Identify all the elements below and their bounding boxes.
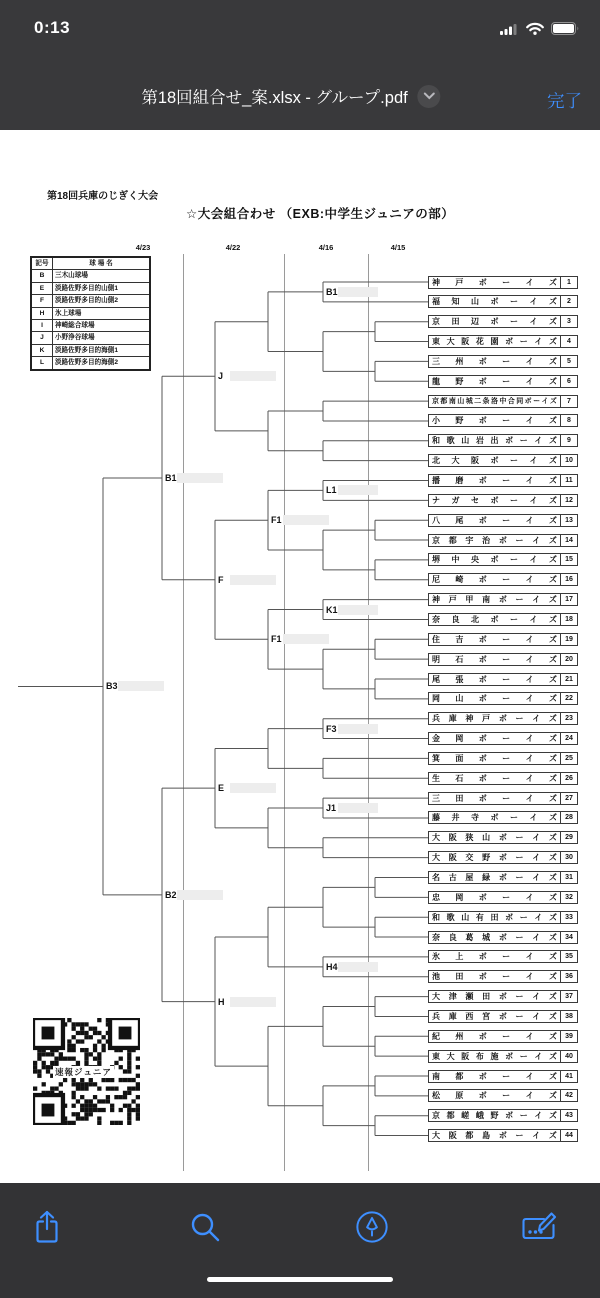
qr-code	[33, 1018, 140, 1125]
file-options-button[interactable]	[418, 85, 441, 108]
team-number: 16	[560, 574, 577, 585]
team-row	[428, 831, 578, 844]
game-label: B2	[165, 889, 177, 900]
date-label: 4/15	[390, 243, 406, 252]
team-number: 25	[560, 753, 577, 764]
team-number: 11	[560, 475, 577, 486]
search-button[interactable]	[183, 1205, 227, 1249]
done-button[interactable]: 完了	[547, 91, 582, 111]
team-row	[428, 573, 578, 586]
team-number: 33	[560, 912, 577, 923]
filename-title: 第18回組合せ_案.xlsx - グループ.pdf	[141, 84, 440, 108]
team-row	[428, 613, 578, 626]
team-row	[428, 871, 578, 884]
team-row	[428, 355, 578, 368]
status-bar	[0, 0, 600, 64]
venue-header: 記号	[31, 257, 53, 270]
team-row	[428, 1089, 578, 1102]
team-row	[428, 1109, 578, 1122]
score-placeholder	[338, 724, 378, 734]
team-number: 17	[560, 594, 577, 605]
venue-row: J 小野浄谷球場	[31, 332, 150, 344]
team-row	[428, 931, 578, 944]
team-number: 32	[560, 892, 577, 903]
team-name: 大 阪 狭 山 ボ ー イ ズ	[432, 833, 557, 843]
home-indicator[interactable]	[207, 1277, 393, 1282]
score-placeholder	[338, 485, 378, 495]
team-row	[428, 295, 578, 308]
team-row	[428, 335, 578, 348]
team-row	[428, 692, 578, 705]
game-label: B1	[326, 286, 338, 297]
signature-button[interactable]	[518, 1205, 562, 1249]
share-button[interactable]	[25, 1205, 69, 1249]
column-divider	[368, 254, 369, 1171]
team-name: 京 都 南 山 城 二 条 洛 中 合 同 ボ ー イ ズ	[432, 398, 557, 406]
venue-row: I 神崎総合球場	[31, 320, 150, 332]
team-number: 14	[560, 535, 577, 546]
team-number: 21	[560, 674, 577, 685]
team-number: 40	[560, 1051, 577, 1062]
team-number: 12	[560, 495, 577, 506]
game-label: H4	[326, 961, 338, 972]
cellular-signal-icon	[500, 23, 519, 35]
team-name: 南 都 ボ ー イ ズ	[432, 1071, 557, 1081]
team-number: 36	[560, 971, 577, 982]
venue-row: H 氷上球場	[31, 307, 150, 319]
team-row	[428, 891, 578, 904]
team-name: 金 岡 ボ ー イ ズ	[432, 734, 557, 744]
score-placeholder	[230, 783, 276, 793]
team-row	[428, 375, 578, 388]
game-label: L1	[326, 485, 337, 496]
team-name: 岡 山 ボ ー イ ズ	[432, 694, 557, 704]
team-number: 41	[560, 1071, 577, 1082]
team-number: 43	[560, 1110, 577, 1121]
team-number: 3	[560, 316, 577, 327]
game-label: H	[218, 996, 225, 1007]
team-number: 31	[560, 872, 577, 883]
team-row	[428, 494, 578, 507]
team-row	[428, 712, 578, 725]
chevron-down-icon	[423, 92, 435, 100]
team-name: 生 石 ボ ー イ ズ	[432, 773, 557, 783]
score-placeholder	[177, 890, 223, 900]
team-name: 京 田 辺 ボ ー イ ズ	[432, 317, 557, 327]
markup-pen-icon	[355, 1210, 389, 1244]
team-name: 奈 良 葛 城 ボ ー イ ズ	[432, 932, 557, 942]
venue-row: B 三木山球場	[31, 270, 150, 282]
team-row	[428, 454, 578, 467]
team-name: 氷 上 ボ ー イ ズ	[432, 952, 557, 962]
team-number: 24	[560, 733, 577, 744]
team-name: 住 吉 ボ ー イ ズ	[432, 634, 557, 644]
venue-row: L 淡路佐野多目的海側2	[31, 357, 150, 370]
game-label: F1	[271, 515, 282, 526]
team-name: 堺 中 央 ボ ー イ ズ	[432, 555, 557, 565]
team-name: 松 原 ボ ー イ ズ	[432, 1091, 557, 1101]
team-number: 35	[560, 951, 577, 962]
signature-icon	[520, 1210, 560, 1244]
team-row	[428, 1070, 578, 1083]
team-row	[428, 732, 578, 745]
team-number: 23	[560, 713, 577, 724]
team-name: 池 田 ボ ー イ ズ	[432, 972, 557, 982]
team-name: 兵 庫 神 戸 ボ ー イ ズ	[432, 714, 557, 724]
team-row	[428, 514, 578, 527]
team-name: 大 阪 交 野 ボ ー イ ズ	[432, 853, 557, 863]
team-name: 名 古 屋 緑 ボ ー イ ズ	[432, 873, 557, 882]
team-row	[428, 851, 578, 864]
team-name: 龍 野 ボ ー イ ズ	[432, 376, 557, 386]
team-number: 10	[560, 455, 577, 466]
team-name: 神 戸 甲 南 ボ ー イ ズ	[432, 595, 557, 605]
team-number: 44	[560, 1130, 577, 1141]
team-name: 福 知 山 ボ ー イ ズ	[432, 297, 557, 307]
team-row	[428, 653, 578, 666]
venue-table	[30, 256, 151, 371]
wifi-icon	[526, 22, 544, 35]
game-label: J1	[326, 803, 337, 814]
team-name: 東 大 阪 花 園 ボ ー イ ズ	[432, 337, 557, 347]
qr-caption: 速報ジュニア	[55, 1067, 112, 1077]
document-title-bar	[0, 64, 600, 130]
team-number: 20	[560, 654, 577, 665]
score-placeholder	[230, 371, 276, 381]
team-row	[428, 315, 578, 328]
game-label: E	[218, 783, 225, 794]
team-number: 7	[560, 396, 577, 407]
team-name: 奈 良 北 ボ ー イ ズ	[432, 614, 557, 624]
team-name: 和 歌 山 有 田 ボ ー イ ズ	[432, 912, 557, 922]
score-placeholder	[283, 515, 329, 525]
game-label: F3	[326, 723, 337, 734]
team-row	[428, 950, 578, 963]
team-name: 京 都 宇 治 ボ ー イ ズ	[432, 535, 557, 545]
battery-icon	[551, 22, 580, 35]
team-name: 八 尾 ボ ー イ ズ	[432, 515, 557, 525]
score-placeholder	[177, 473, 223, 483]
team-name: 播 磨 ボ ー イ ズ	[432, 476, 557, 485]
team-row	[428, 970, 578, 983]
team-name: 尾 張 ボ ー イ ズ	[432, 674, 557, 684]
team-name: 東 大 阪 布 施 ボ ー イ ズ	[432, 1051, 557, 1061]
score-placeholder	[283, 634, 329, 644]
team-name: 神 戸 ボ ー イ ズ	[432, 277, 557, 287]
event-title: 第18回兵庫のじぎく大会	[47, 191, 159, 202]
team-row	[428, 1129, 578, 1142]
venue-row: F 淡路佐野多目的山側2	[31, 295, 150, 307]
team-name: 北 大 阪 ボ ー イ ズ	[432, 456, 557, 466]
team-number: 26	[560, 773, 577, 784]
score-placeholder	[118, 681, 164, 691]
team-number: 8	[560, 415, 577, 426]
team-number: 38	[560, 1011, 577, 1022]
venue-row: E 淡路佐野多目的山側1	[31, 282, 150, 294]
pdf-page[interactable]	[0, 130, 600, 1183]
team-number: 13	[560, 515, 577, 526]
column-divider	[284, 254, 285, 1171]
team-number: 30	[560, 852, 577, 863]
team-row	[428, 395, 578, 408]
team-number: 5	[560, 356, 577, 367]
column-divider	[183, 254, 184, 1171]
team-name: 箕 面 ボ ー イ ズ	[432, 753, 557, 763]
team-row	[428, 276, 578, 289]
team-number: 37	[560, 991, 577, 1002]
team-name: 忠 岡 ボ ー イ ズ	[432, 892, 557, 902]
team-name: 大 津 瀬 田 ボ ー イ ズ	[432, 992, 557, 1002]
team-number: 18	[560, 614, 577, 625]
team-name: 紀 州 ボ ー イ ズ	[432, 1031, 557, 1041]
score-placeholder	[230, 997, 276, 1007]
team-row	[428, 792, 578, 805]
team-number: 1	[560, 277, 577, 288]
team-number: 2	[560, 296, 577, 307]
clock: 0:13	[34, 18, 71, 37]
date-label: 4/23	[135, 243, 151, 252]
team-number: 39	[560, 1031, 577, 1042]
team-name: 三 州 ボ ー イ ズ	[432, 356, 557, 366]
share-icon	[33, 1209, 61, 1245]
team-row	[428, 534, 578, 547]
team-row	[428, 1030, 578, 1043]
bracket-title: ☆大会組合わせ （EXB:中学生ジュニアの部）	[186, 207, 455, 221]
team-number: 4	[560, 336, 577, 347]
markup-button[interactable]	[350, 1205, 394, 1249]
team-number: 27	[560, 793, 577, 804]
game-label: J	[218, 371, 224, 382]
score-placeholder	[338, 803, 378, 813]
team-name: 尼 崎 ボ ー イ ズ	[432, 575, 557, 585]
team-name: 京 都 嵯 峨 野 ボ ー イ ズ	[432, 1111, 557, 1121]
team-number: 28	[560, 812, 577, 823]
team-row	[428, 633, 578, 646]
team-row	[428, 911, 578, 924]
team-row	[428, 1050, 578, 1063]
team-number: 34	[560, 932, 577, 943]
team-row	[428, 1010, 578, 1023]
team-number: 6	[560, 376, 577, 387]
venue-row: K 淡路佐野多目的海側1	[31, 344, 150, 356]
date-label: 4/16	[318, 243, 334, 252]
team-number: 9	[560, 435, 577, 446]
team-name: 小 野 ボ ー イ ズ	[432, 416, 557, 426]
team-row	[428, 434, 578, 447]
team-name: 兵 庫 西 宮 ボ ー イ ズ	[432, 1011, 557, 1021]
team-row	[428, 752, 578, 765]
team-number: 42	[560, 1090, 577, 1101]
team-row	[428, 553, 578, 566]
team-number: 22	[560, 693, 577, 704]
team-name: 藤 井 寺 ボ ー イ ズ	[432, 813, 557, 823]
team-row	[428, 414, 578, 427]
game-label: K1	[326, 604, 338, 615]
team-row	[428, 990, 578, 1003]
team-row	[428, 474, 578, 487]
game-label: F	[218, 574, 224, 585]
date-label: 4/22	[225, 243, 241, 252]
venue-header: 球 場 名	[53, 257, 151, 270]
team-number: 29	[560, 832, 577, 843]
team-name: ナ ガ セ ボ ー イ ズ	[432, 495, 557, 505]
team-name: 三 田 ボ ー イ ズ	[432, 793, 557, 803]
score-placeholder	[338, 962, 378, 972]
team-row	[428, 772, 578, 785]
game-label: B3	[106, 681, 118, 692]
score-placeholder	[338, 287, 378, 297]
team-row	[428, 593, 578, 606]
team-name: 大 阪 都 島 ボ ー イ ズ	[432, 1131, 557, 1141]
score-placeholder	[230, 575, 276, 585]
search-icon	[189, 1211, 221, 1243]
game-label: B1	[165, 473, 177, 484]
team-number: 15	[560, 554, 577, 565]
team-row	[428, 811, 578, 824]
team-number: 19	[560, 634, 577, 645]
team-row	[428, 673, 578, 686]
team-name: 和 歌 山 岩 出 ボ ー イ ズ	[432, 436, 557, 446]
score-placeholder	[338, 605, 378, 615]
team-name: 明 石 ボ ー イ ズ	[432, 654, 557, 664]
game-label: F1	[271, 634, 282, 645]
